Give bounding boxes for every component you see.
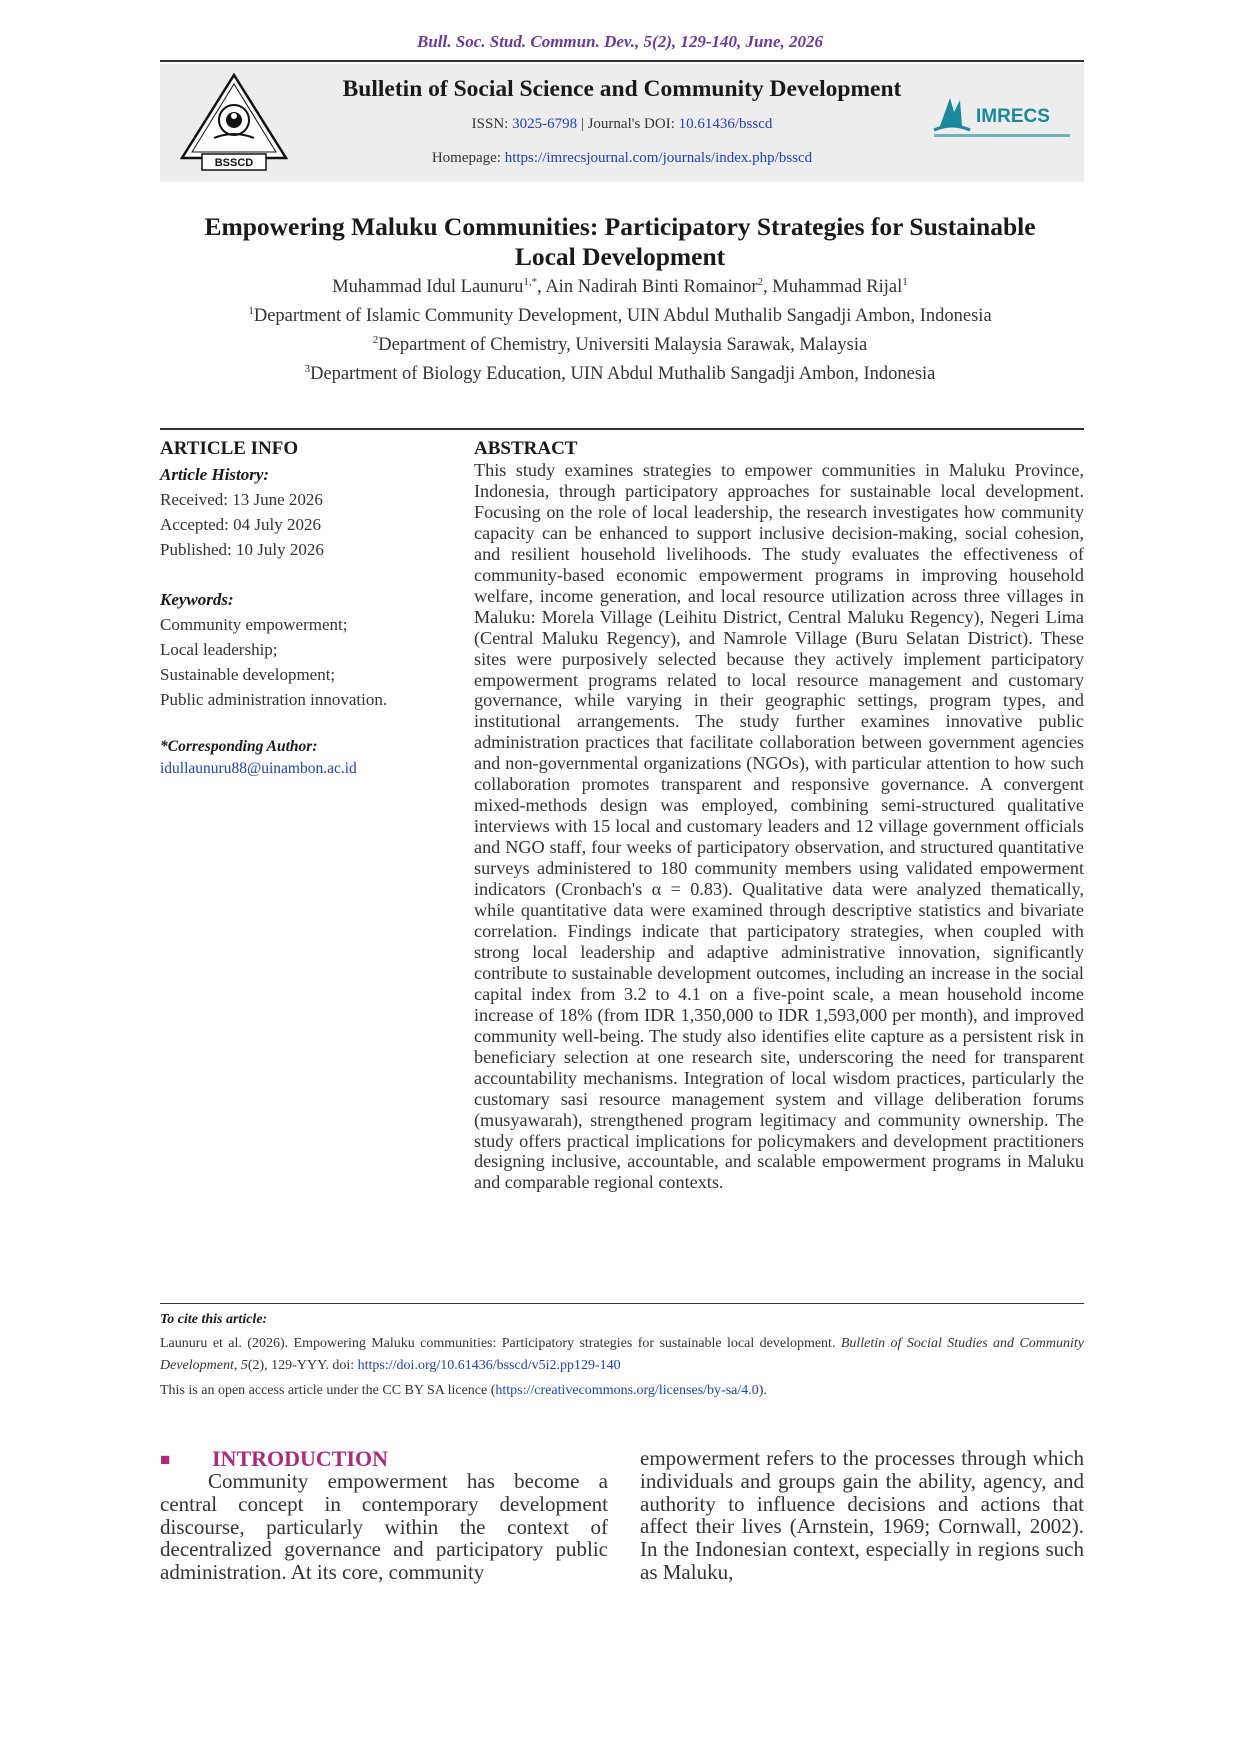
author-name: Muhammad Idul Launuru [332,277,524,298]
citation-separator: , [233,1358,241,1373]
affiliation-text: Department of Biology Education, UIN Abdul Muthalib Sangadji Ambon, Indonesia [310,364,936,385]
author-list [150,276,1090,298]
author-affiliation-mark: 1 [902,276,908,288]
imrecs-logo-text: IMRECS [976,106,1050,127]
corresponding-author-email-link[interactable]: idullaunuru88@uinambon.ac.id [160,760,357,777]
keywords-label: Keywords: [160,590,234,609]
paper-title-line-1: Empowering Maluku Communities: Participatory Strategies for Sustainable [204,212,1036,241]
published-date: Published: 10 July 2026 [160,540,324,559]
homepage-link[interactable]: https://imrecsjournal.com/journals/index.php/bsscd [504,150,813,166]
introduction-heading: INTRODUCTION [212,1446,389,1471]
affiliation-mark: 3 [304,363,311,375]
doi-label: | Journal's DOI: [577,116,679,132]
journal-name: Bulletin of Social Science and Community Development [342,76,902,102]
author-affiliation-mark: 2 [757,276,764,288]
citation-text [160,1333,1084,1377]
affiliation-line [150,363,1090,385]
author-affiliation-mark: 1,* [523,276,538,288]
affiliation-text: Department of Chemistry, Universiti Malaysia Sarawak, Malaysia [378,335,868,356]
affiliation-text: Department of Islamic Community Development, UIN Abdul Muthalib Sangadji Ambon, Indonesia [253,306,992,327]
author-name: , Muhammad Rijal [763,277,903,298]
citation-doi-link[interactable]: https://doi.org/10.61436/bsscd/v5i2.pp129-140 [357,1358,621,1373]
section-divider [160,428,1084,430]
paper-title-line-2: Local Development [514,242,726,271]
received-date: Received: 13 June 2026 [160,490,323,509]
abstract-body: This study examines strategies to empower communities in Maluku Province, Indonesia, through participatory approaches for sustainable local development. Focusing on the role of local leadership, the research investigates how community capacity can be enhanced to support inclusive decision-making, social cohesion, and resilient household livelihoods. The study evaluates the effectiveness of community-based economic empowerment programs in improving household welfare, income generation, and local resource utilization across three villages in Maluku: Morela Village (Leihitu District, Central Maluku Regency), Negeri Lima (Central Maluku Regency), and Namrole Village (Buru Selatan District). These sites were purposively selected because they actively implement participatory empowerment programs related to local resource management and customary governance, while varying in their geographic settings, program types, and institutional arrangements. The study further examines innovative public administration practices that facilitate collaboration between government agencies and non-governmental organizations (NGOs), with particular attention to how such collaboration promotes transparent and responsive governance. A convergent mixed-methods design was employed, combining semi-structured qualitative interviews with 15 local and customary leaders and 12 village government officials and NGO staff, four weeks of participatory observation, and structured quantitative surveys administered to 180 community members using validated empowerment indicators (Cronbach's α = 0.83). Qualitative data were analyzed thematically, while quantitative data were examined through descriptive statistics and bivariate correlation. Findings indicate that participatory strategies, when coupled with strong local leadership and adaptive administrative innovation, significantly contribute to sustainable development outcomes, including an increase in the social capital index from 3.2 to 4.1 on a five-point scale, a mean household income increase of 18% (from IDR 1,350,000 to IDR 1,593,000 per month), and improved community well-being. The study also identifies elite capture as a persistent risk in beneficiary selection at one research site, underscoring the need for transparent accountability mechanisms. Integration of local wisdom practices, particularly the customary sasi resource management system and village deliberation forums (musyawarah), strengthened program legitimacy and community ownership. The study offers practical implications for policymakers and development practitioners designing inclusive, accountable, and scalable empowerment programs in Maluku and comparable regional contexts. [474,460,1084,1193]
header-rule [160,60,1084,62]
keyword-item: Local leadership; [160,640,278,659]
section-bullet-icon: ■ [160,1450,171,1469]
keyword-item: Community empowerment; [160,615,348,634]
keyword-item: Sustainable development; [160,665,336,684]
introduction-text-col1: Community empowerment has become a central concept in contemporary development discourse, particularly within the context of decentralized governance and participatory public administration. At its core, community [160,1469,608,1585]
citation-label: To cite this article: [160,1312,268,1327]
corresponding-author-label: *Corresponding Author: [160,738,318,755]
affiliation-mark: 1 [248,305,254,317]
article-info-heading: ARTICLE INFO [160,438,299,459]
paper-title [150,212,1090,272]
affiliation-mark: 2 [372,334,379,346]
citation-volume: 5 [240,1358,248,1373]
issn-label: ISSN: [471,116,513,132]
license-link[interactable]: https://creativecommons.org/licenses/by-sa/4.0 [495,1383,759,1398]
introduction-column-2: empowerment refers to the processes through which individuals and groups gain the ability, agency, and authority to influence decisions and actions that affect their lives (Arnstein, 1969; Cornwall, 2002). In the Indonesian context, especially in regions such as Maluku, [640,1446,1084,1584]
article-history-label: Article History: [160,465,270,484]
imrecs-logo [932,92,1072,144]
citation-authors-title: Launuru et al. (2026). Empowering Maluku communities: Participatory strategies for sustainable local development. [160,1336,841,1351]
introduction-column-1 [160,1470,608,1584]
citation-pages: (2), 129-YYY. doi: [247,1358,358,1373]
homepage-line [160,150,1084,167]
keyword-item: Public administration innovation. [160,690,388,709]
homepage-label: Homepage: [431,150,505,166]
citation-journal: Bulletin of Social Studies and Community Development [160,1336,1084,1373]
running-head: Bull. Soc. Stud. Commun. Dev., 5(2), 129-140, June, 2026 [417,32,823,51]
license-statement [160,1383,1084,1399]
license-suffix: ). [758,1383,767,1398]
journal-doi-link[interactable]: 10.61436/bsscd [678,116,773,132]
affiliation-line [150,334,1090,356]
abstract-heading: ABSTRACT [474,438,578,459]
accepted-date: Accepted: 04 July 2026 [160,515,321,534]
license-prefix: This is an open access article under the CC BY SA licence ( [160,1383,496,1398]
journal-banner [160,64,1084,182]
affiliation-line [150,305,1090,327]
author-name: , Ain Nadirah Binti Romainor [537,277,758,298]
section-divider [160,1303,1084,1304]
issn-link[interactable]: 3025-6798 [512,116,578,132]
bsscd-logo-text: BSSCD [214,157,254,169]
